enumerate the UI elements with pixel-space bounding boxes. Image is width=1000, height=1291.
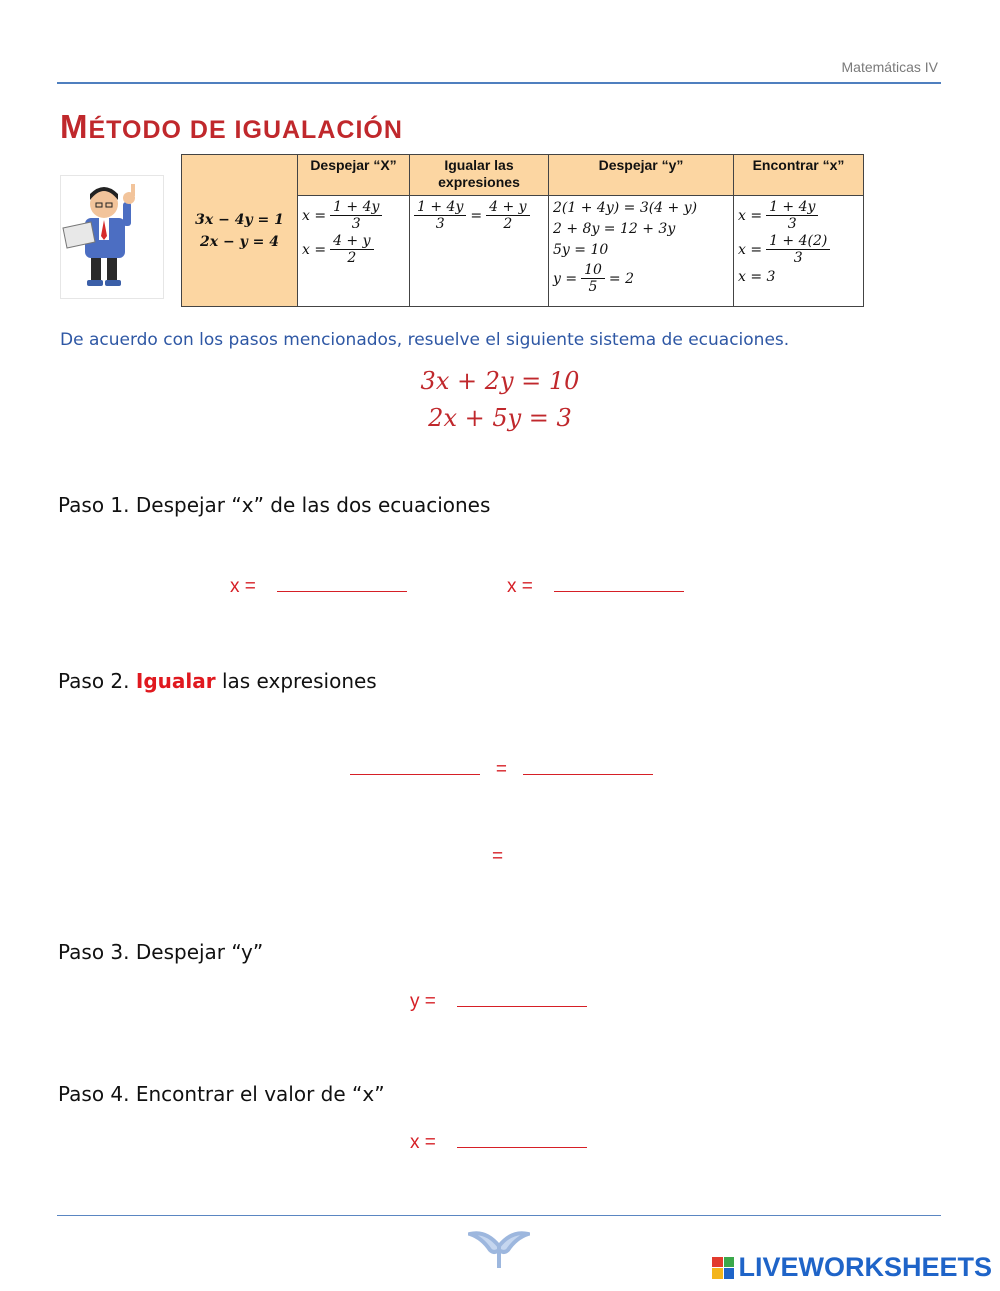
cell-encontrar-x <box>734 196 864 307</box>
steps-table <box>181 154 864 307</box>
fraction-numerator: 1 + 4y <box>766 199 818 216</box>
header-igualar: Igualar las expresiones <box>410 155 549 196</box>
col2-left-fraction <box>414 199 466 232</box>
teacher-illustration <box>60 175 164 299</box>
answer-blank-expr-left[interactable] <box>350 758 480 775</box>
teacher-image <box>61 176 163 298</box>
fraction-denominator: 2 <box>503 216 513 232</box>
fraction-numerator: 1 + 4(2) <box>766 233 830 250</box>
col1-r1-lhs: x = <box>302 207 327 224</box>
paso-3-title: Paso 3. Despejar “y” <box>58 940 264 964</box>
cell-igualar <box>410 196 549 307</box>
fraction-denominator: 2 <box>347 250 357 266</box>
fraction-numerator: 1 + 4y <box>414 199 466 216</box>
col1-r2-lhs: x = <box>302 241 327 258</box>
cell-despejar-x <box>298 196 410 307</box>
fraction-numerator: 4 + y <box>330 233 373 250</box>
cell-despejar-y <box>549 196 734 307</box>
system-cell <box>182 155 298 307</box>
col1-r1-fraction <box>330 199 382 232</box>
col1-r2-fraction <box>330 233 373 266</box>
header-divider <box>57 82 941 84</box>
answer-blank-x2[interactable] <box>554 575 684 592</box>
system-eq-1: 3x − 4y = 1 <box>195 211 284 228</box>
paso-3-label: y = <box>410 991 436 1012</box>
paso-2-suffix: las expresiones <box>215 669 377 693</box>
page-title <box>60 108 403 146</box>
fraction-numerator: 4 + y <box>486 199 529 216</box>
paso-1-row-b <box>507 575 684 598</box>
header-encontrar-x: Encontrar “x” <box>734 155 864 196</box>
col3-line4-fraction <box>581 262 605 295</box>
system-equation-2: 2x + 5y = 3 <box>428 404 572 432</box>
col2-right-fraction <box>486 199 529 232</box>
paso-4-label: x = <box>410 1132 436 1153</box>
fraction-numerator: 1 + 4y <box>330 199 382 216</box>
paso-4-title: Paso 4. Encontrar el valor de “x” <box>58 1082 385 1106</box>
fraction-denominator: 3 <box>793 250 803 266</box>
fraction-denominator: 3 <box>351 216 361 232</box>
fraction-denominator: 5 <box>588 279 598 295</box>
footer-ornament-icon <box>468 1228 530 1274</box>
paso-2-row <box>350 758 653 781</box>
title-first-letter: M <box>60 108 89 145</box>
paso-2-prefix: Paso 2. <box>58 669 136 693</box>
answer-blank-expr-right[interactable] <box>523 758 653 775</box>
paso-2-title <box>58 669 377 693</box>
col4-r1-lhs: x = <box>738 207 763 224</box>
col4-r3: x = 3 <box>738 269 776 285</box>
answer-blank-y[interactable] <box>457 990 587 1007</box>
answer-blank-x1[interactable] <box>277 575 407 592</box>
col3-line3: 5y = 10 <box>553 242 609 258</box>
course-name: Matemáticas IV <box>841 59 938 75</box>
paso-2-equals: = <box>495 759 507 780</box>
fraction-denominator: 3 <box>787 216 797 232</box>
instruction-text: De acuerdo con los pasos mencionados, resuelve el siguiente sistema de ecuaciones. <box>60 330 790 350</box>
col4-r1-fraction <box>766 199 818 232</box>
fraction-denominator: 3 <box>435 216 445 232</box>
system-eq-2: 2x − y = 4 <box>200 233 279 250</box>
paso-1-title: Paso 1. Despejar “x” de las dos ecuaciones <box>58 493 491 517</box>
footer-divider <box>57 1215 941 1216</box>
col4-r2-lhs: x = <box>738 241 763 258</box>
col2-equals: = <box>470 207 483 224</box>
col4-r2-fraction <box>766 233 830 266</box>
col3-line4-rhs: = 2 <box>608 270 635 287</box>
header-despejar-x: Despejar “X” <box>298 155 410 196</box>
title-rest: ÉTODO DE IGUALACIÓN <box>88 116 403 144</box>
paso-1-label-b: x = <box>507 576 533 597</box>
paso-1-label-a: x = <box>230 576 256 597</box>
answer-blank-x-final[interactable] <box>457 1131 587 1148</box>
paso-2-highlight: Igualar <box>135 669 216 693</box>
col3-line2: 2 + 8y = 12 + 3y <box>553 221 676 237</box>
header-despejar-y: Despejar “y” <box>549 155 734 196</box>
paso-4-row <box>410 1131 587 1154</box>
brand-name: LIVEWORKSHEETS <box>738 1252 992 1282</box>
fraction-numerator: 10 <box>581 262 605 279</box>
col3-line1: 2(1 + 4y) = 3(4 + y) <box>553 200 698 216</box>
liveworksheets-brand <box>712 1252 992 1283</box>
brand-logo-icon <box>712 1257 734 1279</box>
paso-1-row <box>230 575 407 598</box>
col3-line4-lhs: y = <box>553 270 578 287</box>
system-equation-1: 3x + 2y = 10 <box>420 367 580 395</box>
paso-3-row <box>410 990 587 1013</box>
paso-2-equals-2: = <box>492 846 504 867</box>
